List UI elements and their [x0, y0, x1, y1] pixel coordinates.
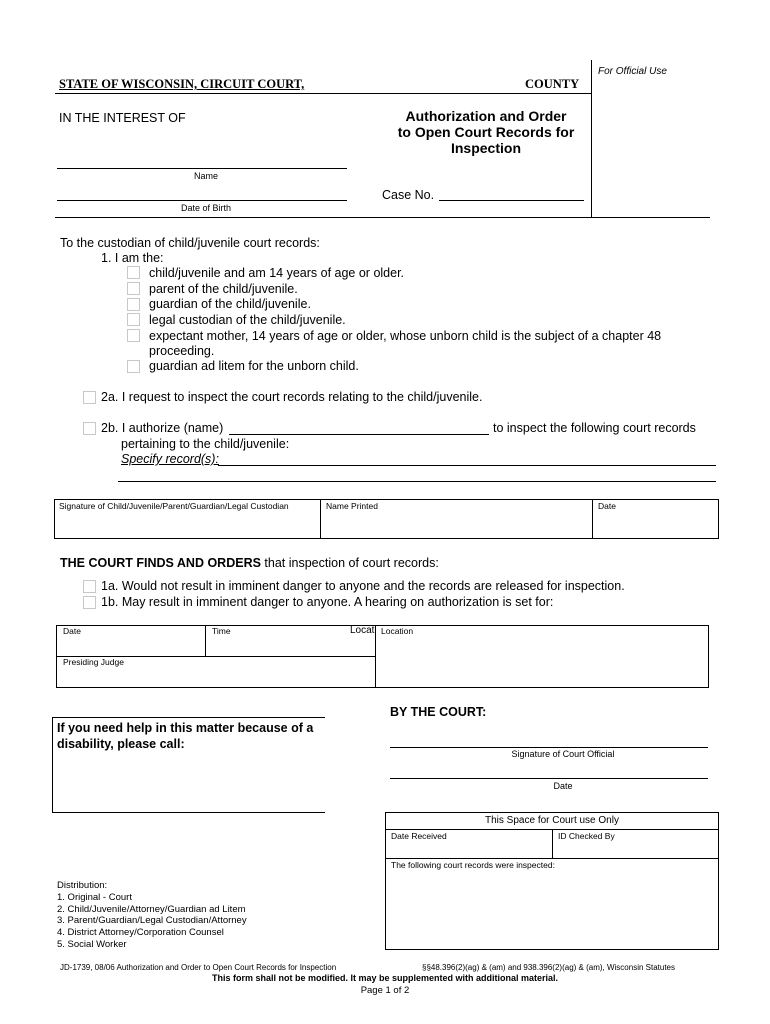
item-1-label: 1. I am the:	[101, 251, 164, 265]
dob-field[interactable]	[57, 200, 347, 201]
custodian-intro: To the custodian of child/juvenile court records:	[60, 236, 320, 250]
checkbox-legal-custodian[interactable]	[127, 313, 140, 326]
statutes: §§48.396(2)(ag) & (am) and 938.396(2)(ag) & (am), Wisconsin Statutes	[422, 963, 676, 972]
hearing-locat-label: Locat	[350, 625, 375, 636]
checkbox-1b[interactable]	[83, 596, 96, 609]
hearing-time-label: Time	[212, 626, 231, 636]
header-divider	[55, 93, 591, 94]
official-use-label: For Official Use	[598, 66, 667, 77]
court-use-divider	[552, 829, 553, 858]
option-parent: parent of the child/juvenile.	[149, 282, 298, 296]
court-official-signature-label: Signature of Court Official	[511, 749, 615, 759]
option-expectant-mother: expectant mother, 14 years of age or older, whose unborn child is the subject of a chapter 48	[149, 329, 662, 343]
title-line-1: Authorization and Order	[405, 108, 567, 124]
distribution-list	[57, 880, 247, 951]
id-checked-label: ID Checked By	[558, 831, 615, 841]
checkbox-expectant-mother[interactable]	[127, 329, 140, 342]
hearing-location-label: Location	[381, 626, 414, 636]
name-field[interactable]	[57, 168, 347, 169]
checkbox-2a[interactable]	[83, 391, 96, 404]
court-date-field[interactable]	[390, 778, 708, 779]
form-title	[380, 108, 592, 156]
checkbox-1a[interactable]	[83, 580, 96, 593]
option-1a: 1a. Would not result in imminent danger to anyone and the records are released for inspection.	[101, 579, 625, 593]
case-no-field[interactable]	[439, 200, 584, 201]
footer-notice: This form shall not be modified. It may be supplemented with additional material.	[211, 973, 559, 983]
signature-label: Signature of Child/Juvenile/Parent/Guardian/Legal Custodian	[59, 501, 289, 511]
checkbox-parent[interactable]	[127, 282, 140, 295]
court-date-label: Date	[553, 781, 573, 791]
title-line-2: to Open Court Records for	[397, 124, 575, 140]
specify-records-field[interactable]	[218, 465, 716, 466]
option-1b: 1b. May result in imminent danger to anyone. A hearing on authorization is set for:	[101, 595, 554, 609]
title-line-3: Inspection	[450, 140, 521, 156]
distribution-item: 3. Parent/Guardian/Legal Custodian/Attorney	[57, 915, 247, 927]
item-2b-text: 2b. I authorize (name)	[101, 421, 224, 435]
inspected-records-label: The following court records were inspected:	[391, 860, 555, 870]
case-no-label: Case No.	[382, 188, 435, 202]
distribution-item: 4. District Attorney/Corporation Counsel	[57, 927, 224, 939]
court-finds-heading	[60, 556, 439, 570]
specify-records-label: Specify record(s):	[121, 452, 219, 466]
distribution-item: 2. Child/Juvenile/Attorney/Guardian ad Litem	[57, 903, 246, 915]
disability-text: If you need help in this matter because of a disability, please call:	[57, 721, 314, 751]
checkbox-2b[interactable]	[83, 422, 96, 435]
option-expectant-mother-cont: proceeding.	[149, 344, 215, 358]
page-number: Page 1 of 2	[360, 985, 410, 996]
dob-label: Date of Birth	[181, 203, 232, 213]
option-guardian-ad-litem: guardian ad litem for the unborn child.	[149, 359, 359, 373]
name-label: Name	[194, 171, 219, 181]
checkbox-guardian[interactable]	[127, 298, 140, 311]
hearing-date-label: Date	[63, 626, 81, 636]
court-finds-rest: that inspection of court records:	[260, 556, 439, 570]
sig-divider-2	[592, 499, 593, 539]
court-use-title: This Space for Court use Only	[485, 815, 619, 826]
name-printed-label: Name Printed	[326, 501, 378, 511]
distribution-label: Distribution:	[57, 880, 108, 891]
item-2a-text: 2a. I request to inspect the court records relating to the child/juvenile.	[101, 390, 483, 404]
form-id: JD-1739, 08/06 Authorization and Order to Open Court Records for Inspection	[60, 963, 337, 972]
checkbox-guardian-ad-litem[interactable]	[127, 360, 140, 373]
date-received-label: Date Received	[391, 831, 447, 841]
hearing-divider-2	[375, 625, 376, 688]
court-use-row-2	[385, 858, 719, 859]
authorized-name-field[interactable]	[229, 434, 489, 435]
option-legal-custodian: legal custodian of the child/juvenile.	[149, 313, 346, 327]
interest-of-label: IN THE INTEREST OF	[59, 111, 186, 125]
item-2b-end: to inspect the following court records	[493, 421, 696, 435]
court-heading: STATE OF WISCONSIN, CIRCUIT COURT,	[59, 77, 305, 91]
checkbox-child[interactable]	[127, 266, 140, 279]
county-label: COUNTY	[525, 77, 580, 91]
court-official-signature-field[interactable]	[390, 747, 708, 748]
option-guardian: guardian of the child/juvenile.	[149, 297, 311, 311]
header-bottom-rule	[55, 217, 710, 218]
by-the-court-heading: BY THE COURT:	[390, 705, 487, 719]
sig-divider-1	[320, 499, 321, 539]
specify-records-field-2[interactable]	[118, 481, 716, 482]
hearing-divider-1	[205, 625, 206, 656]
distribution-item: 1. Original - Court	[57, 891, 132, 903]
court-finds-bold: THE COURT FINDS AND ORDERS	[60, 556, 261, 570]
presiding-judge-label: Presiding Judge	[63, 657, 124, 667]
distribution-item: 5. Social Worker	[57, 938, 127, 950]
option-child: child/juvenile and am 14 years of age or older.	[149, 266, 405, 280]
signature-date-label: Date	[598, 501, 616, 511]
item-2b-cont: pertaining to the child/juvenile:	[121, 437, 290, 451]
